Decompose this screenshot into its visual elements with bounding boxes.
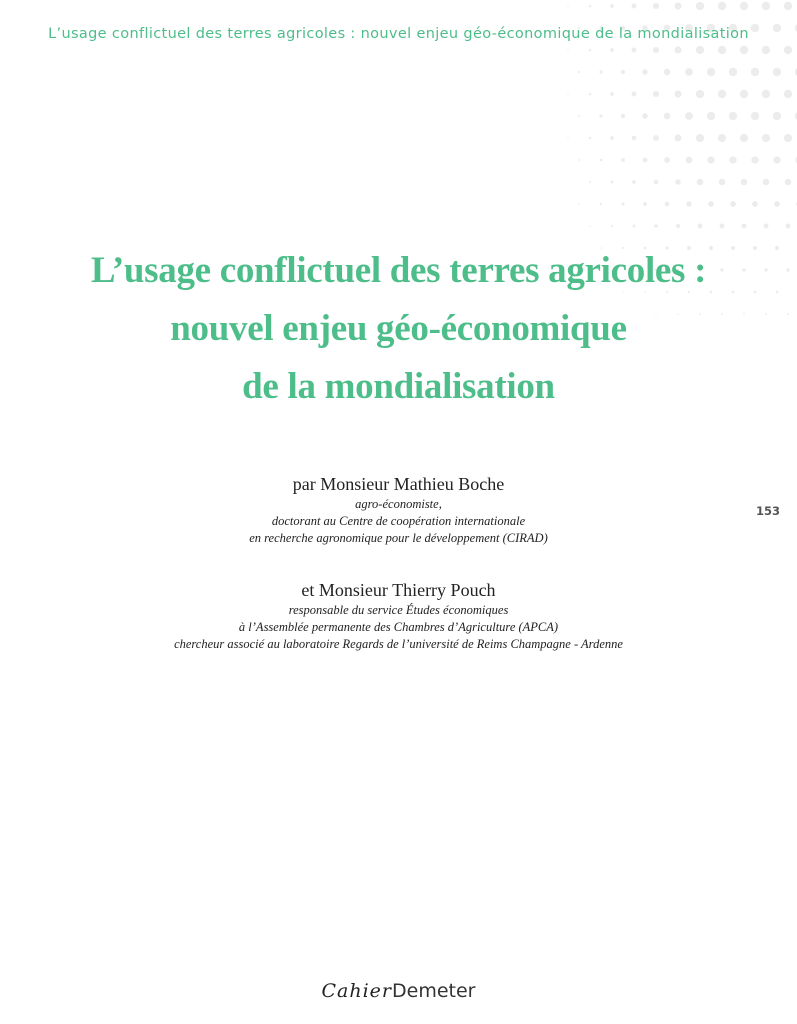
decorative-dot	[633, 225, 636, 228]
author-affiliation: doctorant au Centre de coopération internationale	[271, 514, 526, 528]
decorative-dot	[720, 224, 725, 229]
decorative-dot	[729, 112, 737, 120]
decorative-dot	[718, 134, 726, 142]
decorative-dot	[686, 201, 691, 206]
decorative-dot	[762, 46, 770, 54]
decorative-dot	[773, 68, 781, 76]
decorative-dot	[762, 90, 770, 98]
decorative-dot	[599, 114, 602, 117]
author-name: et Monsieur Thierry Pouch	[301, 580, 496, 600]
decorative-dot	[578, 115, 580, 117]
decorative-dot	[589, 93, 592, 96]
decorative-dot	[785, 179, 792, 186]
decorative-dot	[632, 136, 637, 141]
decorative-dot	[567, 5, 568, 6]
decorative-dot	[599, 70, 602, 73]
decorative-dot	[676, 224, 680, 228]
decorative-dot	[664, 69, 671, 76]
decorative-dot	[610, 48, 614, 52]
decorative-dot	[696, 2, 704, 10]
decorative-dot	[632, 4, 637, 9]
decorative-dot	[632, 180, 636, 184]
decorative-dot	[643, 158, 648, 163]
decorative-dot	[686, 157, 693, 164]
decorative-dot	[589, 181, 591, 183]
decorative-dot	[621, 114, 625, 118]
decorative-dot	[696, 134, 704, 142]
decorative-dot	[578, 203, 579, 204]
decorative-dot	[567, 49, 568, 50]
running-header: L’usage conflictuel des terres agricoles : nouvel enjeu géo-économique de la mondialisation	[48, 26, 749, 42]
decorative-dot	[589, 225, 591, 227]
decorative-dot	[632, 92, 637, 97]
decorative-dot	[653, 91, 659, 97]
decorative-dot	[784, 134, 792, 142]
decorative-dot	[621, 70, 625, 74]
decorative-dot	[674, 46, 681, 53]
decorative-dot	[610, 4, 614, 8]
decorative-dot	[697, 179, 704, 186]
decorative-dot	[578, 71, 580, 73]
decorative-dot	[653, 135, 659, 141]
decorative-dot	[740, 2, 748, 10]
decorative-dot	[675, 179, 681, 185]
decorative-dot	[740, 134, 748, 142]
decorative-dot	[578, 159, 580, 161]
decorative-dot	[707, 156, 714, 163]
decorative-dot	[764, 224, 769, 229]
decorative-dot	[762, 134, 770, 142]
decorative-dot	[718, 46, 726, 54]
decorative-dot	[741, 179, 748, 186]
decorative-dot	[698, 224, 703, 229]
decorative-dot	[610, 136, 614, 140]
decorative-dot	[729, 68, 737, 76]
decorative-dot	[610, 92, 614, 96]
decorative-dot	[718, 90, 726, 98]
decorative-dot	[784, 2, 792, 10]
article-title	[0, 242, 797, 416]
decorative-dot	[696, 90, 704, 98]
author-affiliation: en recherche agronomique pour le développement (CIRAD)	[249, 531, 548, 545]
decorative-dot	[642, 69, 648, 75]
title-line-1: L’usage conflictuel des terres agricoles :	[90, 250, 707, 291]
decorative-dot	[730, 201, 736, 207]
decorative-dot	[751, 112, 759, 120]
author-name: par Monsieur Mathieu Boche	[292, 474, 505, 494]
decorative-dot	[675, 135, 682, 142]
decorative-dot	[589, 49, 592, 52]
decorative-dot	[643, 202, 647, 206]
decorative-dot	[773, 112, 781, 120]
decorative-dot	[773, 156, 780, 163]
author-affiliation: chercheur associé au laboratoire Regards de l’université de Reims Champagne - Ardenne	[174, 637, 623, 651]
decorative-dot	[674, 2, 681, 9]
author-affiliation: responsable du service Études économiques	[288, 603, 509, 617]
decorative-dot	[567, 93, 568, 94]
decorative-dot	[653, 47, 659, 53]
decorative-dot	[742, 224, 747, 229]
decorative-dot	[763, 179, 770, 186]
decorative-dot	[707, 68, 715, 76]
decorative-dot	[621, 158, 625, 162]
decorative-dot	[774, 201, 780, 207]
page-number: 153	[755, 504, 780, 518]
decorative-dot	[589, 137, 592, 140]
decorative-dot	[729, 156, 736, 163]
decorative-dot	[567, 137, 568, 138]
decorative-dot	[707, 112, 715, 120]
decorative-dot	[664, 157, 670, 163]
decorative-dot	[685, 68, 693, 76]
decorative-dot	[664, 113, 671, 120]
author-affiliation: agro-économiste,	[355, 497, 442, 511]
cahier-demeter-logo	[0, 980, 797, 1002]
decorative-dot	[674, 90, 681, 97]
decorative-dot	[665, 202, 670, 207]
author-block-1	[0, 474, 797, 547]
decorative-dot	[718, 2, 726, 10]
decorative-dot	[632, 48, 637, 53]
decorative-dot	[762, 2, 770, 10]
title-line-2: nouvel enjeu géo-économique	[170, 308, 627, 349]
decorative-dot	[696, 46, 704, 54]
decorative-dot	[784, 90, 792, 98]
decorative-dot	[654, 224, 658, 228]
author-block-2	[0, 580, 797, 653]
title-line-3: de la mondialisation	[242, 366, 555, 407]
decorative-dot	[600, 159, 603, 162]
logo-demeter: Demeter	[392, 980, 476, 1002]
decorative-dot	[708, 201, 714, 207]
decorative-dot	[786, 224, 791, 229]
decorative-dot	[642, 113, 648, 119]
decorative-dot	[784, 46, 792, 54]
decorative-dot	[751, 156, 758, 163]
decorative-dot	[740, 90, 748, 98]
decorative-dot	[751, 68, 759, 76]
decorative-dot	[589, 5, 592, 8]
logo-cahier: Cahier	[321, 980, 393, 1002]
decorative-dot	[654, 180, 659, 185]
decorative-dot	[685, 112, 693, 120]
decorative-dot	[611, 181, 614, 184]
author-affiliation: à l’Assemblée permanente des Chambres d’Agriculture (APCA)	[238, 620, 559, 634]
decorative-dot	[719, 179, 726, 186]
decorative-dot	[740, 46, 748, 54]
decorative-dot	[653, 3, 659, 9]
decorative-dot	[622, 203, 625, 206]
decorative-dot	[611, 225, 613, 227]
decorative-dot	[752, 201, 758, 207]
decorative-dot	[600, 203, 602, 205]
